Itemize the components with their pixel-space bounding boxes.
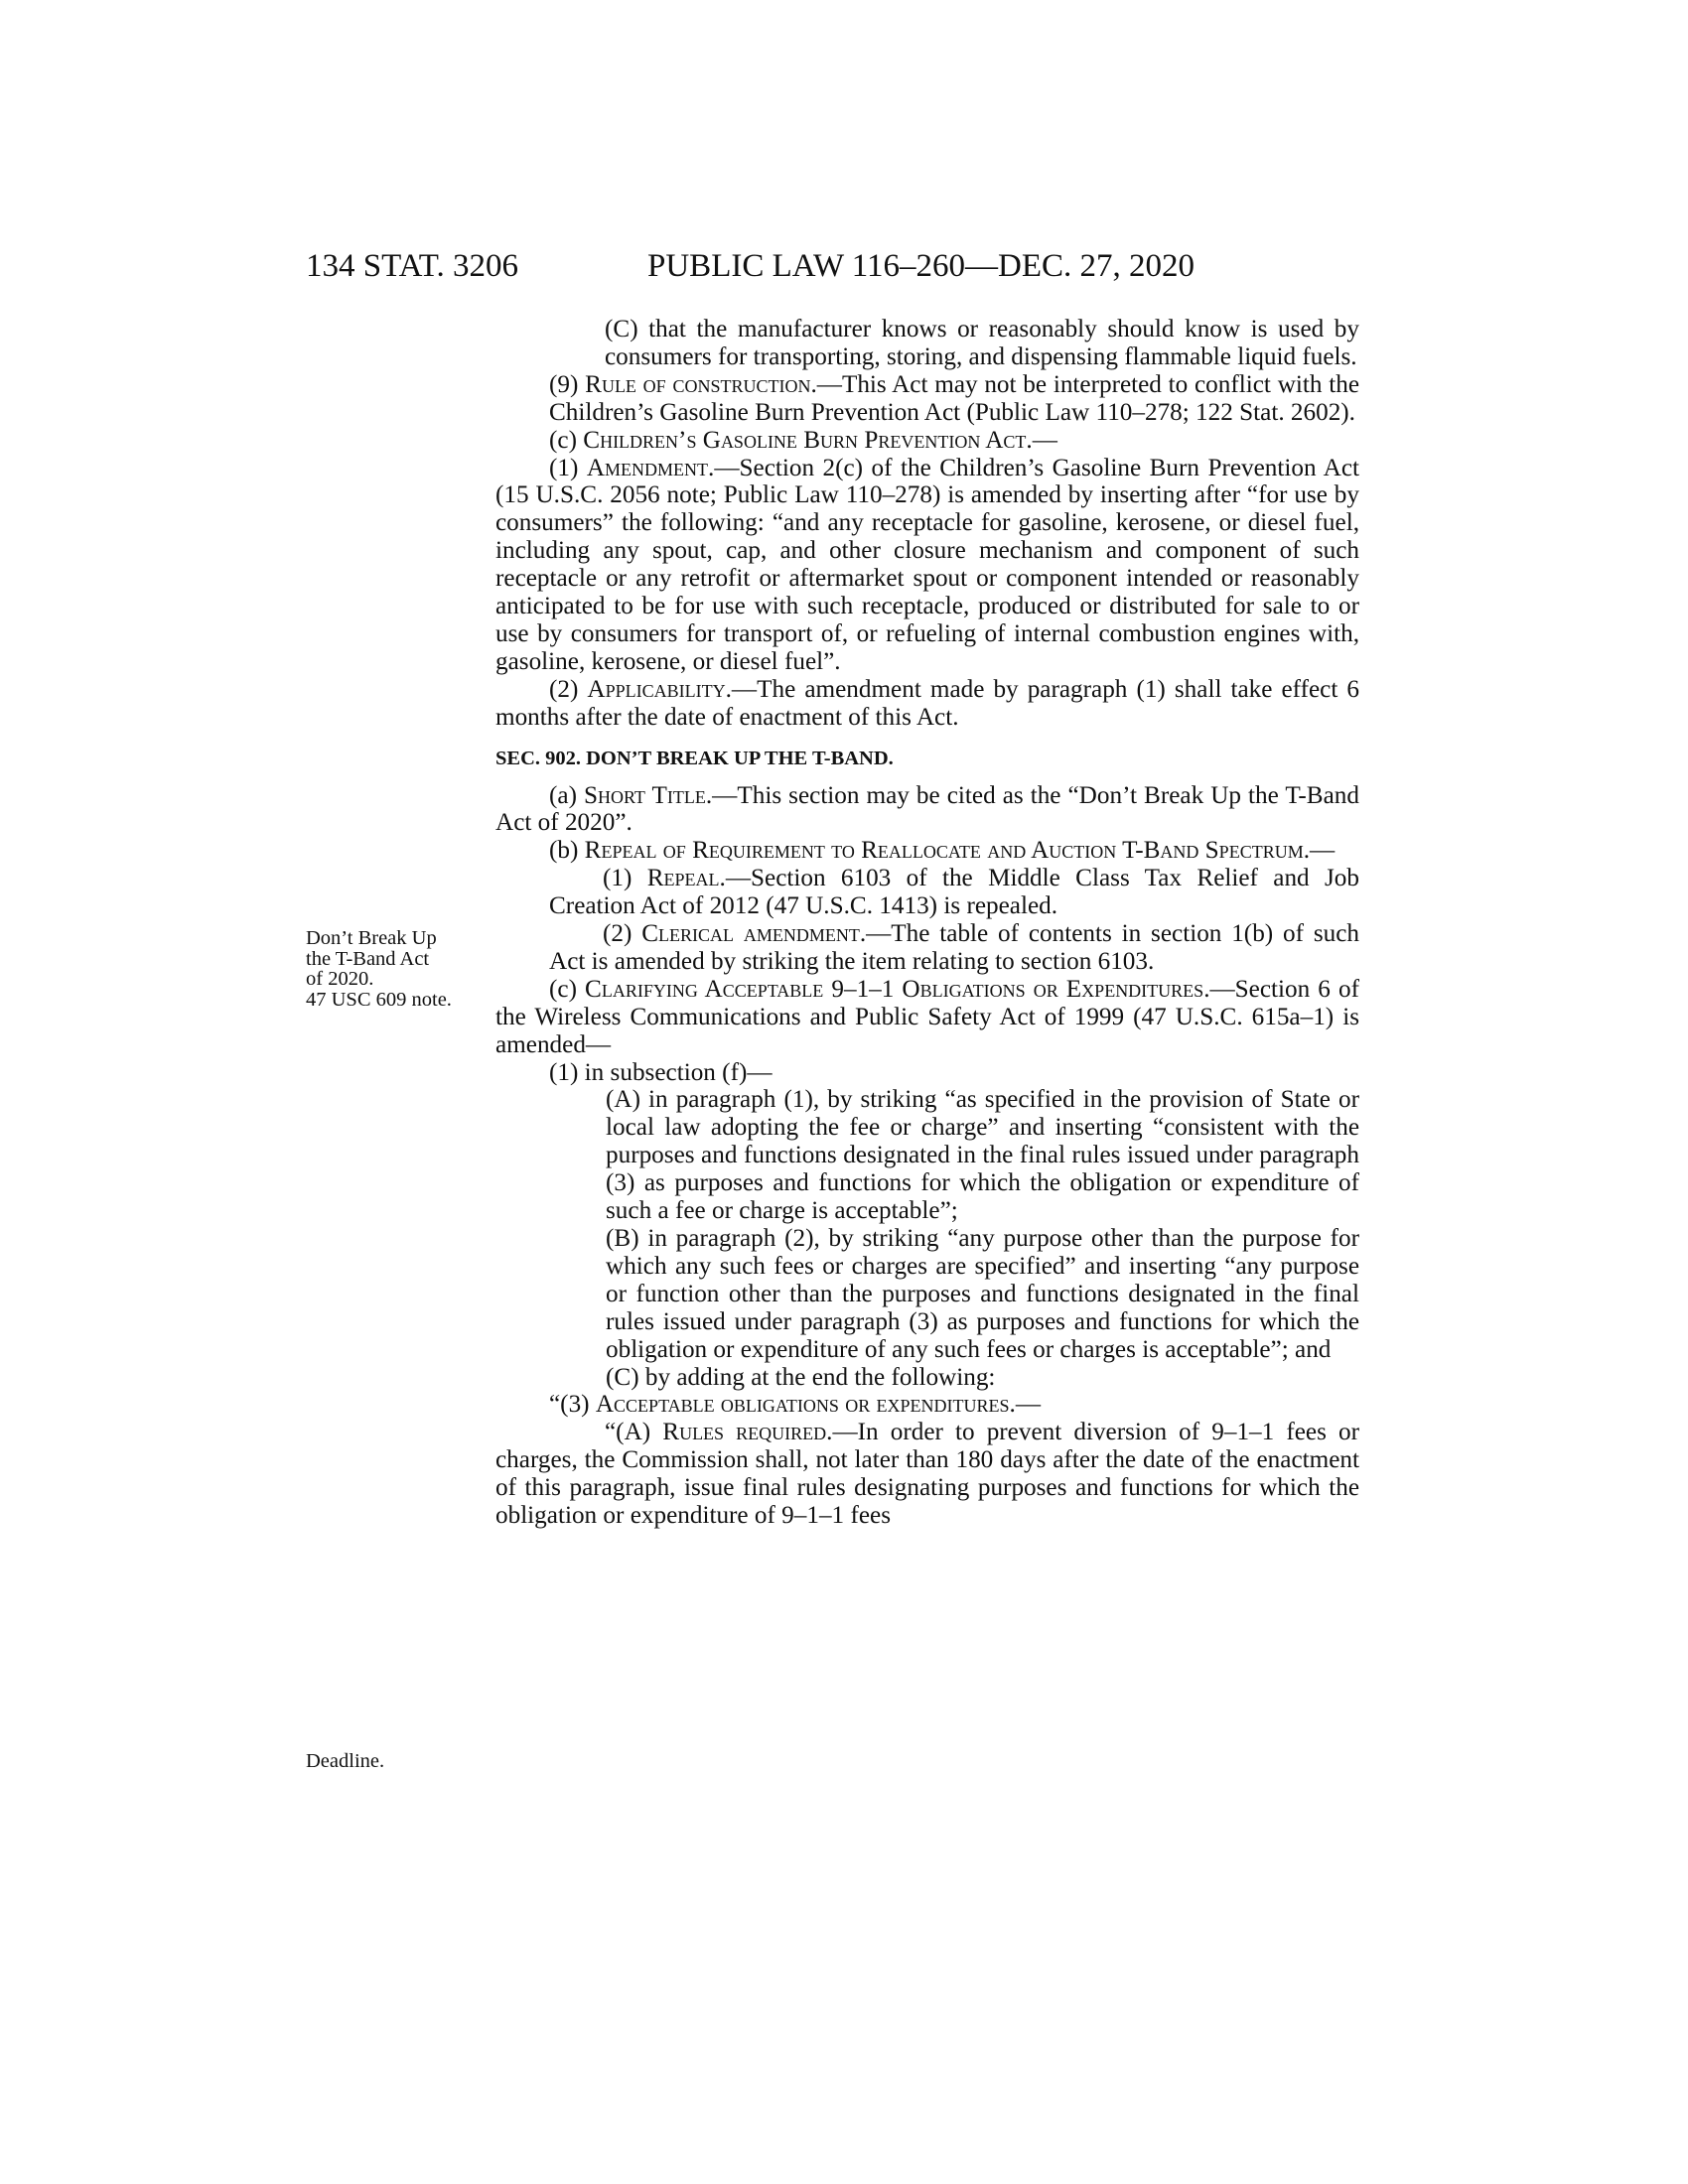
- subparagraph-ccC: (C) by adding at the end the following:: [606, 1363, 996, 1391]
- paragraph-1-amendment: (1) Amendment.—Section 2(c) of the Children’s Gasoline Burn Prevention Act (15 U.S.C. 2056 note; Public Law 110–278) is amended by inserting after “for use by consumers” the following: “and any receptacle for gasoline, kerosene, or diesel fuel, including any spout, cap, and other closure mechanism and component of such receptacle or any retrofit or aftermarket spout or component intended or reasonably anticipated to be for use with such receptacle, produced or distributed for sale to or use by consumers for transport of, or refueling of internal combustion engines with, gasoline, kerosene, or diesel fuel”.: [495, 454, 1360, 675]
- margin-note-line: 47 USC 609 note.: [306, 988, 452, 1011]
- page-header: [0, 248, 1688, 288]
- subparagraph-c-continued: (C) that the manufacturer knows or reasonably should know is used by consumers for transporting, storing, and dispensing flammable liquid fuels.: [605, 316, 1359, 370]
- page-reference: 134 STAT. 3206: [306, 248, 519, 284]
- paragraph-c1-subsection-f: (1) in subsection (f)—: [549, 1058, 773, 1086]
- paragraph-b1-repeal: (1) Repeal.—Section 6103 of the Middle Class Tax Relief and Job Creation Act of 2012 (47 U.S.C. 1413) is repealed.: [549, 865, 1359, 920]
- paragraph-b2-clerical-amendment: (2) Clerical amendment.—The table of contents in section 1(b) of such Act is amended by striking the item relating to section 6103.: [549, 920, 1359, 975]
- margin-note-line: the T-Band Act: [306, 947, 430, 970]
- margin-note-short-title: [306, 928, 480, 1010]
- subparagraph-ccB: (B) in paragraph (2), by striking “any purpose other than the purpose for which any such fees or charges are specified” and inserting “any purpose or function other than the purposes and functions designated in the final rules issued under paragraph (3) as purposes and functions for which the obligation or expenditure of any such fees or charges is acceptable”; and: [606, 1225, 1359, 1363]
- margin-note-line: Don’t Break Up: [306, 927, 437, 949]
- margin-note-line: Deadline.: [306, 1750, 385, 1772]
- subparagraph-ccA: (A) in paragraph (1), by striking “as specified in the provision of State or local law adopting the fee or charge” and inserting “consistent with the purposes and functions designated in the final rules issued under paragraph (3) as purposes and functions for which the obligation or expenditure of such a fee or charge is acceptable”;: [606, 1086, 1359, 1225]
- subsection-b-repeal: (b) Repeal of Requirement to Reallocate and Auction T-Band Spectrum.—: [549, 837, 1336, 865]
- statute-body: [495, 316, 1359, 1530]
- paragraph-2-applicability: (2) Applicability.—The amendment made by paragraph (1) shall take effect 6 months after the date of enactment of this Act.: [495, 675, 1359, 731]
- subsection-c-heading: (c) Children’s Gasoline Burn Prevention Act.—: [549, 426, 1057, 454]
- subsection-c-clarifying: (c) Clarifying Acceptable 9–1–1 Obligations or Expenditures.—Section 6 of the Wireless Communications and Public Safety Act of 1999 (47 U.S.C. 615a–1) is amended—: [495, 975, 1359, 1058]
- quoted-subparagraph-A-rules-required: “(A) Rules required.—In order to prevent diversion of 9–1–1 fees or charges, the Commission shall, not later than 180 days after the date of the enactment of this paragraph, issue final rules designating purposes and functions for which the obligation or expenditure of 9–1–1 fees: [495, 1419, 1359, 1530]
- quoted-paragraph-3-heading: “(3) Acceptable obligations or expenditures.—: [549, 1391, 1041, 1419]
- margin-note-line: of 2020.: [306, 968, 374, 990]
- running-head: PUBLIC LAW 116–260—DEC. 27, 2020: [647, 248, 1196, 284]
- paragraph-9-rule-of-construction: (9) Rule of construction.—This Act may not be interpreted to conflict with the Children’s Gasoline Burn Prevention Act (Public Law 110–278; 122 Stat. 2602).: [549, 370, 1359, 426]
- section-902-heading: SEC. 902. DON’T BREAK UP THE T-BAND.: [495, 747, 894, 769]
- margin-note-deadline: [306, 1751, 480, 1772]
- subsection-a-short-title: (a) Short Title.—This section may be cited as the “Don’t Break Up the T-Band Act of 2020”.: [495, 781, 1359, 837]
